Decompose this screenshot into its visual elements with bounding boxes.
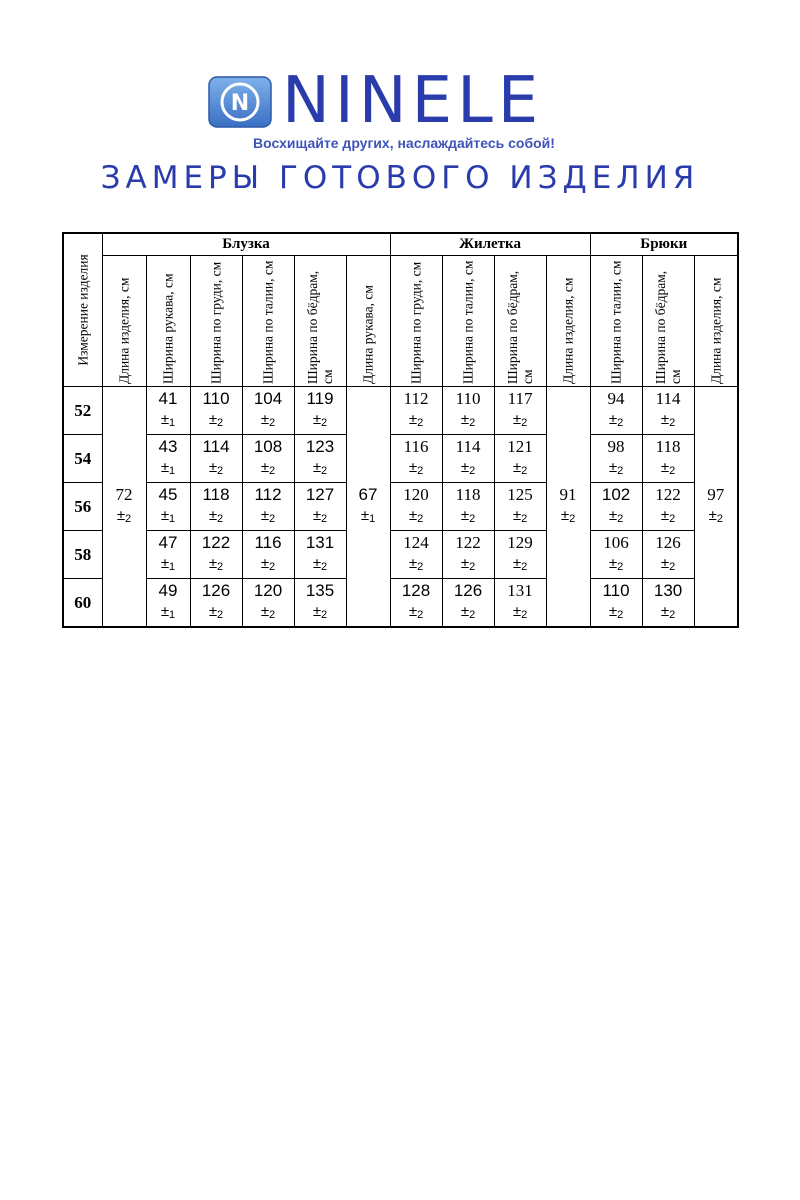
brand-logo-icon <box>208 76 272 128</box>
table-cell: 114 $\pm_2$ <box>190 435 242 483</box>
table-cell: 135 $\pm_2$ <box>294 579 346 628</box>
col-label: Ширина по талии, см <box>460 260 476 384</box>
table-cell: 114 $\pm_2$ <box>442 435 494 483</box>
size-chart-table <box>62 232 739 628</box>
table-cell: 108 $\pm_2$ <box>242 435 294 483</box>
table-cell: 47 $\pm_1$ <box>146 531 190 579</box>
col-header <box>546 256 590 387</box>
col-label: Ширина по бёдрам, см <box>653 270 684 384</box>
table-row <box>63 531 738 579</box>
table-cell: 43 $\pm_1$ <box>146 435 190 483</box>
table-cell: 119 $\pm_2$ <box>294 387 346 435</box>
table-cell: 118 $\pm_2$ <box>190 483 242 531</box>
col-header <box>242 256 294 387</box>
group-pants: Брюки <box>590 233 738 256</box>
table-cell: 94 $\pm_2$ <box>590 387 642 435</box>
table-cell: 122 $\pm_2$ <box>642 483 694 531</box>
size-label: 58 <box>63 531 102 579</box>
col-label: Длина изделия, см <box>560 277 576 384</box>
table-cell: 125 $\pm_2$ <box>494 483 546 531</box>
table-row <box>63 483 738 531</box>
col-header <box>346 256 390 387</box>
table-cell: 112 $\pm_2$ <box>242 483 294 531</box>
table-row <box>63 387 738 435</box>
col-header <box>294 256 346 387</box>
col-label: Ширина по груди, см <box>208 261 224 384</box>
table-cell: 126 $\pm_2$ <box>190 579 242 628</box>
table-cell: 126 $\pm_2$ <box>442 579 494 628</box>
table-cell: 110 $\pm_2$ <box>190 387 242 435</box>
table-row <box>63 579 738 628</box>
table-cell: 102 $\pm_2$ <box>590 483 642 531</box>
col-label: Ширина рукава, см <box>160 273 176 384</box>
merged-cell: 67 $\pm_1$ <box>346 387 390 628</box>
table-cell: 116 $\pm_2$ <box>242 531 294 579</box>
col-header <box>494 256 546 387</box>
col-label: Ширина по талии, см <box>260 260 276 384</box>
merged-cell: 91 $\pm_2$ <box>546 387 590 628</box>
table-cell: 128 $\pm_2$ <box>390 579 442 628</box>
group-vest: Жилетка <box>390 233 590 256</box>
table-cell: 104 $\pm_2$ <box>242 387 294 435</box>
table-cell: 41 $\pm_1$ <box>146 387 190 435</box>
table-cell: 45 $\pm_1$ <box>146 483 190 531</box>
col-header <box>102 256 146 387</box>
table-cell: 49 $\pm_1$ <box>146 579 190 628</box>
table-cell: 126 $\pm_2$ <box>642 531 694 579</box>
col-header <box>590 256 642 387</box>
row-header-cell <box>63 233 102 387</box>
table-cell: 110 $\pm_2$ <box>590 579 642 628</box>
table-cell: 114 $\pm_2$ <box>642 387 694 435</box>
col-header <box>694 256 738 387</box>
table-cell: 98 $\pm_2$ <box>590 435 642 483</box>
col-label: Ширина по бёдрам, см <box>305 270 335 384</box>
size-label: 60 <box>63 579 102 628</box>
table-cell: 121 $\pm_2$ <box>494 435 546 483</box>
col-header <box>146 256 190 387</box>
table-cell: 116 $\pm_2$ <box>390 435 442 483</box>
col-header <box>390 256 442 387</box>
table-cell: 124 $\pm_2$ <box>390 531 442 579</box>
merged-cell: 97 $\pm_2$ <box>694 387 738 628</box>
page-title: ЗАМЕРЫ ГОТОВОГО ИЗДЕЛИЯ <box>100 160 700 196</box>
table-cell: 122 $\pm_2$ <box>442 531 494 579</box>
logo-letter: N <box>230 91 250 116</box>
size-label: 56 <box>63 483 102 531</box>
merged-cell: 72 $\pm_2$ <box>102 387 146 628</box>
col-header <box>442 256 494 387</box>
table-row <box>63 435 738 483</box>
table-cell: 112 $\pm_2$ <box>390 387 442 435</box>
table-cell: 120 $\pm_2$ <box>242 579 294 628</box>
table-cell: 129 $\pm_2$ <box>494 531 546 579</box>
table-cell: 110 $\pm_2$ <box>442 387 494 435</box>
table-cell: 118 $\pm_2$ <box>642 435 694 483</box>
table-cell: 120 $\pm_2$ <box>390 483 442 531</box>
size-label: 52 <box>63 387 102 435</box>
group-blouse: Блузка <box>102 233 390 256</box>
table-cell: 117 $\pm_2$ <box>494 387 546 435</box>
table-cell: 106 $\pm_2$ <box>590 531 642 579</box>
col-header <box>190 256 242 387</box>
col-label: Длина изделия, см <box>116 277 132 384</box>
table-cell: 131 $\pm_2$ <box>494 579 546 628</box>
col-label: Ширина по талии, см <box>608 260 624 384</box>
col-label: Ширина по бёдрам, см <box>505 270 536 384</box>
table-cell: 130 $\pm_2$ <box>642 579 694 628</box>
table-cell: 123 $\pm_2$ <box>294 435 346 483</box>
table-cell: 127 $\pm_2$ <box>294 483 346 531</box>
table-cell: 118 $\pm_2$ <box>442 483 494 531</box>
col-label: Длина рукава, см <box>360 285 376 384</box>
col-label: Ширина по груди, см <box>408 261 424 384</box>
brand-slogan: Восхищайте других, наслаждайтесь собой! <box>253 135 555 151</box>
row-header-label: Измерение изделия <box>75 254 91 366</box>
size-label: 54 <box>63 435 102 483</box>
table-cell: 122 $\pm_2$ <box>190 531 242 579</box>
table-cell: 131 $\pm_2$ <box>294 531 346 579</box>
brand-name: NINELE <box>282 64 544 138</box>
col-label: Длина изделия, см <box>708 277 724 384</box>
col-header <box>642 256 694 387</box>
